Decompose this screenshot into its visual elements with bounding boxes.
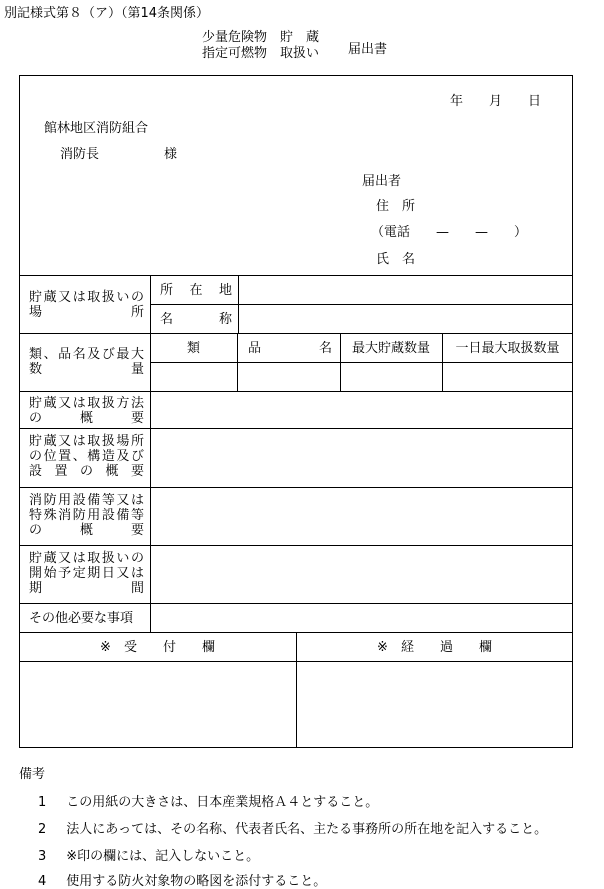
- items-col-daily-max: 一日最大取扱数量: [455, 341, 560, 356]
- name-label: 氏 名: [376, 252, 416, 267]
- phone-field: （電話 — — ）: [371, 225, 528, 240]
- items-col-max-storage: 最大貯蔵数量: [351, 341, 430, 356]
- note-number: 4: [38, 874, 47, 889]
- rule-method-bottom: [19, 428, 573, 429]
- rule-fire-bottom: [19, 545, 573, 546]
- notes-heading: 備考: [19, 767, 46, 782]
- rule-label-column: [150, 275, 151, 632]
- title-line-2: 指定可燃物 取扱い: [202, 46, 320, 61]
- location-label: 貯蔵又は取扱いの 場 所: [29, 290, 144, 320]
- note-text: ※印の欄には、記入しないこと。: [66, 849, 260, 864]
- items-col-name: 品 名: [248, 341, 332, 356]
- other-matters-label: その他必要な事項: [29, 611, 134, 626]
- note-text: 法人にあっては、その名称、代表者氏名、主たる事務所の所在地を記入すること。: [66, 822, 548, 837]
- location-name-label: 名 称: [160, 312, 232, 327]
- rule-location-sub-column: [238, 275, 239, 333]
- title-line-1: 少量危険物 貯 蔵: [202, 30, 320, 45]
- start-date-label: 貯蔵又は取扱いの 開始予定期日又は 期 間: [29, 551, 144, 596]
- rule-place-bottom: [19, 487, 573, 488]
- note-3: [38, 845, 259, 864]
- note-4: [38, 870, 326, 889]
- note-number: 3: [38, 849, 47, 864]
- addressee-org: 館林地区消防組合: [44, 121, 149, 136]
- rule-items-col-1: [237, 333, 238, 391]
- items-col-class: 類: [186, 341, 200, 356]
- rule-location-mid: [150, 304, 573, 305]
- note-number: 2: [38, 822, 47, 837]
- note-1: [38, 791, 378, 810]
- method-label: 貯蔵又は取扱方法 の 概 要: [29, 396, 144, 426]
- rule-header-bottom: [19, 275, 573, 276]
- rule-start-bottom: [19, 603, 573, 604]
- rule-items-bottom: [19, 391, 573, 392]
- addressee-title: 消防長 様: [60, 147, 178, 162]
- form-title-block: [202, 30, 319, 62]
- rule-items-mid: [150, 362, 573, 363]
- applicant-label: 届出者: [362, 174, 402, 189]
- address-label: 住 所: [376, 199, 416, 214]
- form-number-label: 別記様式第８（ア）（第14条関係）: [4, 6, 210, 21]
- reception-column-header: ※ 受 付 欄: [100, 640, 215, 655]
- note-number: 1: [38, 795, 47, 810]
- date-field: 年 月 日: [450, 94, 542, 109]
- items-label: 類、品名及び最大 数 量: [29, 347, 144, 377]
- location-address-label: 所在地: [160, 283, 232, 298]
- rule-location-bottom: [19, 333, 573, 334]
- note-text: この用紙の大きさは、日本産業規格Ａ４とすること。: [66, 795, 379, 810]
- progress-column-header: ※ 経 過 欄: [377, 640, 492, 655]
- note-2: [38, 818, 547, 837]
- title-suffix: 届出書: [348, 42, 388, 57]
- note-text: 使用する防火対象物の略図を添付すること。: [66, 874, 327, 889]
- place-label: 貯蔵又は取扱場所 の位置、構造及び 設 置 の 概 要: [29, 434, 144, 479]
- fire-equipment-label: 消防用設備等又は 特殊消防用設備等 の 概 要: [29, 493, 144, 538]
